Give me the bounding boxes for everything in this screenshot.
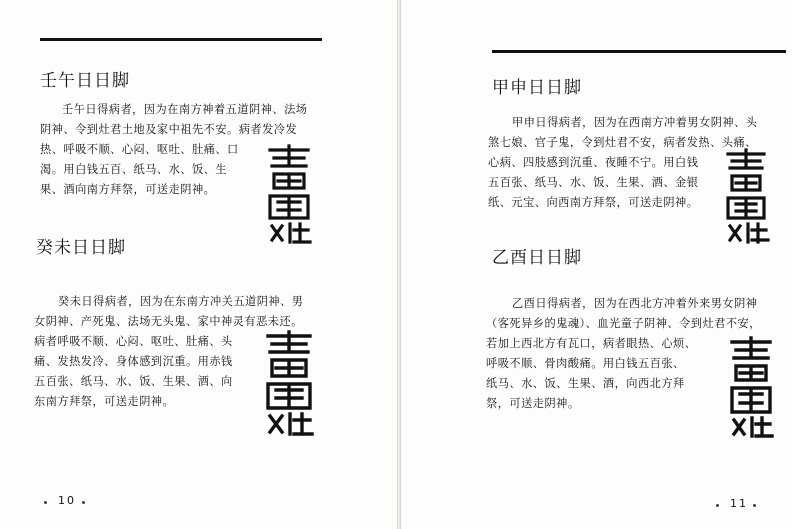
text-line: 纸、元宝、向西南方拜祭，可送走阴神。 <box>488 196 699 209</box>
text-line: 心病、四肢感到沉重、夜睡不宁。用白钱 <box>488 156 699 169</box>
text-line: 癸未日得病者，因为在东南方冲关五道阴神、男 <box>58 295 304 308</box>
page-number: 11 <box>730 497 748 510</box>
decorative-dot <box>82 501 85 504</box>
section-title: 壬午日日脚 <box>40 71 130 91</box>
page-number: 10 <box>58 494 76 507</box>
talisman-image <box>264 144 314 246</box>
text-line: 病者呼吸不顺、心闷、呕吐、肚痛、头 <box>34 335 233 348</box>
text-line: 果、酒向南方拜祭，可送走阴神。 <box>40 183 216 196</box>
text-line: 若加上西北方有瓦口，病者眼热、心烦、 <box>486 337 697 350</box>
text-line: 热、呼吸不顺、心闷、呕吐、肚痛、口 <box>40 143 239 156</box>
top-rule <box>40 38 322 41</box>
text-line: 五百张、纸马、水、饭、生果、酒、向 <box>34 375 233 388</box>
text-line: 五百张、纸马、水、饭、生果、酒、金银 <box>488 176 699 189</box>
text-line: 女阴神、产死鬼、法场无头鬼、家中神灵有恶未还。 <box>34 315 303 328</box>
decorative-dot <box>753 504 756 507</box>
section-title: 甲申日日脚 <box>492 78 582 98</box>
text-line: 渴。用白钱五百、纸马、水、饭、生 <box>40 163 228 176</box>
talisman-image <box>722 148 770 244</box>
decorative-dot <box>44 501 47 504</box>
decorative-dot <box>716 504 719 507</box>
top-rule <box>492 50 786 53</box>
text-line: 壬午日得病者，因为在南方神着五道阴神、法场 <box>62 103 308 116</box>
talisman-image <box>726 336 776 440</box>
text-line: 痛、发热发冷、身体感到沉重。用赤钱 <box>34 355 233 368</box>
text-line: （客死异乡的鬼魂）、血光童子阴神、令到灶君不安， <box>486 317 761 330</box>
text-line: 乙酉日得病者，因为在西北方冲着外来男女阴神 <box>512 297 758 310</box>
text-line: 呼吸不顺、骨肉酸痛。用白钱五百张、 <box>486 357 685 370</box>
text-line: 纸马、水、饭、生果、酒，向西北方拜 <box>486 377 685 390</box>
text-line: 东南方拜祭，可送走阴神。 <box>34 395 175 408</box>
section-title: 乙酉日日脚 <box>492 248 582 268</box>
right-page <box>400 0 793 529</box>
text-line: 阴神、令到灶君土地及家中祖先不安。病者发冷发 <box>40 123 298 136</box>
text-line: 煞七娘、官子鬼，令到灶君不安，病者发热、头痛、 <box>488 136 757 149</box>
section-title: 癸未日日脚 <box>36 238 126 258</box>
text-line: 甲申日得病者，因为在西南方冲着男女阴神、头 <box>512 116 758 129</box>
talisman-image <box>262 330 316 438</box>
text-line: 祭，可送走阴神。 <box>486 397 580 410</box>
